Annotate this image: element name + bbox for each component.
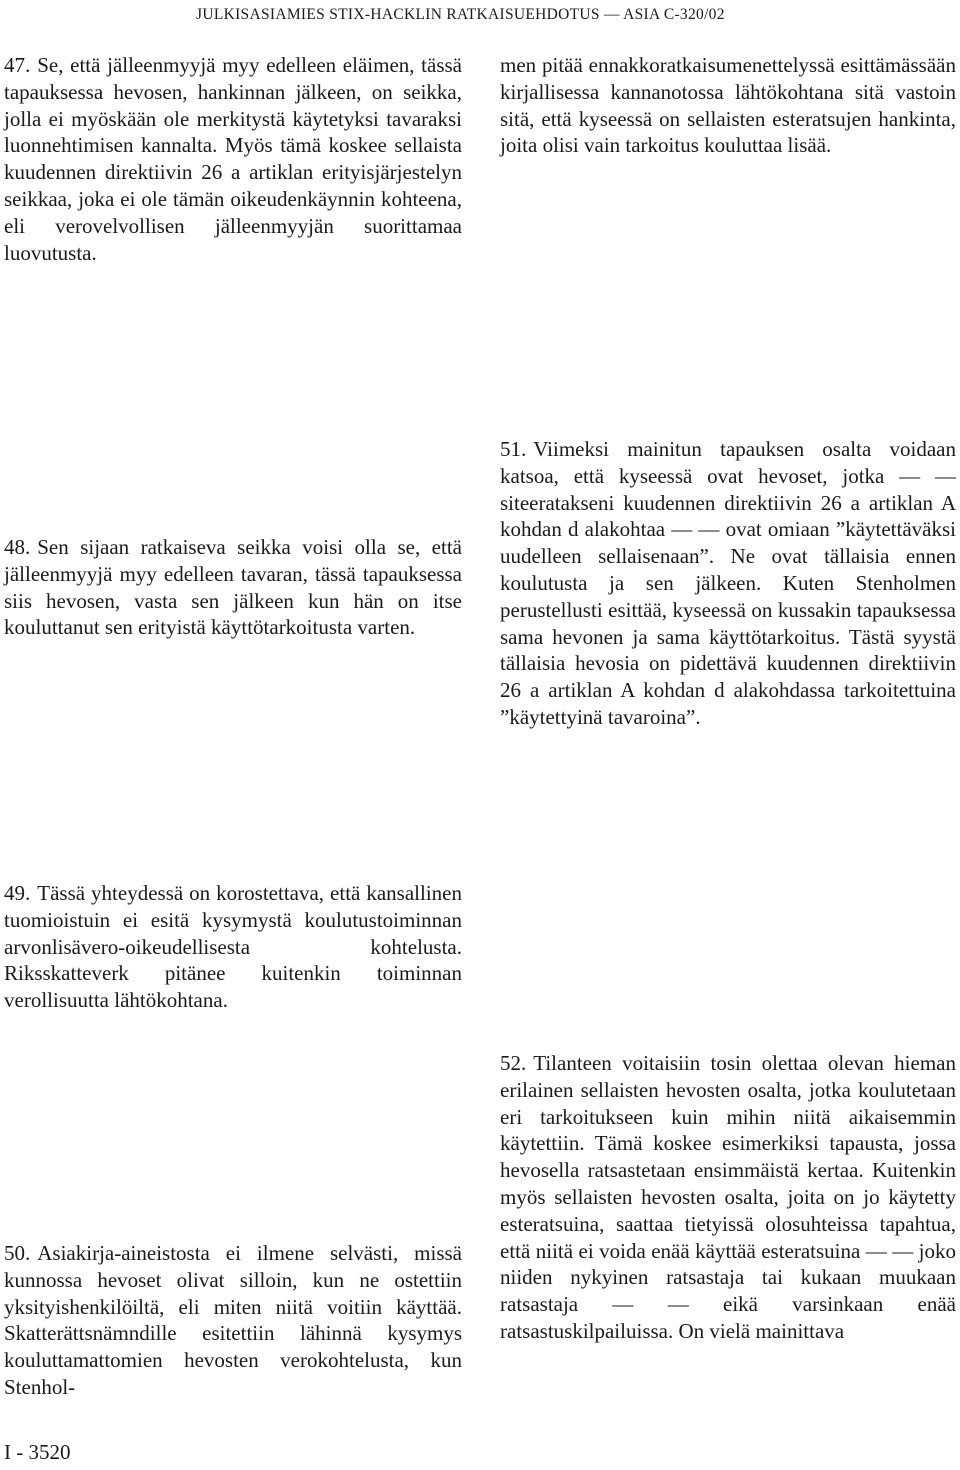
paragraph-text: Tässä yhteydessä on korostettava, että kansallinen tuomioistuin ei esitä kysymystä koulutustoiminnan arvonlisävero-oikeudellisesta kohtelusta. Riksskatteverk pitänee kuitenkin toiminnan verollisuutta lähtökohtana. bbox=[4, 881, 462, 1013]
paragraph-number: 49. bbox=[4, 881, 31, 905]
page-number: I - 3520 bbox=[4, 1440, 71, 1464]
running-head: JULKISASIAMIES STIX-HACKLIN RATKAISUEHDOTUS — ASIA C-320/02 bbox=[196, 6, 725, 23]
paragraph-text: Tilanteen voitaisiin tosin olettaa olevan hieman erilainen sellaisten hevosten osalta, jotka koulutetaan eri tarkoitukseen kuin mihin niitä aikaisemmin käytettiin. Tämä koskee esimerkiksi tapausta, jossa hevosella ratsastetaan ensimmäistä kertaa. Kuitenkin myös sellaisten hevosten osalta, joita on jo käytetty esteratsuina, saattaa tietyissä olosuhteissa tapahtua, että niitä ei voida enää käyttää esteratsuina — — joko niiden nykyinen ratsastaja tai kukaan muukaan ratsastaja — — eikä varsinkaan enää ratsastuskilpailuissa. On vielä mainittava bbox=[500, 1051, 956, 1343]
paragraph-47 bbox=[4, 52, 462, 266]
paragraph-number: 48. bbox=[4, 535, 31, 559]
paragraph-49 bbox=[4, 880, 462, 1014]
paragraph-number: 51. bbox=[500, 437, 527, 461]
paragraph-50 bbox=[4, 1240, 462, 1401]
paragraph-52 bbox=[500, 1050, 956, 1345]
paragraph-48 bbox=[4, 534, 462, 641]
paragraph-text: Asiakirja-aineistosta ei ilmene selvästi, missä kunnossa hevoset olivat silloin, kun ne ostettiin yksityishenkilöiltä, eli miten niitä voitiin käyttää. Skatterättsnämndille esitettiin lähinnä kysymys kouluttamattomien hevosten verokohtelusta, kun Stenhol- bbox=[4, 1241, 462, 1399]
paragraph-number: 52. bbox=[500, 1051, 527, 1075]
paragraph-number: 47. bbox=[4, 53, 31, 77]
paragraph-text: Sen sijaan ratkaiseva seikka voisi olla se, että jälleenmyyjä myy edelleen tavaran, tässä tapauksessa siis hevosen, vasta sen jälkeen kun hän on itse kouluttanut sen erityistä käyttötarkoitusta varten. bbox=[4, 535, 462, 640]
paragraph-text: Se, että jälleenmyyjä myy edelleen eläimen, tässä tapauksessa hevosen, hankinnan jälkeen, on seikka, jolla ei myöskään ole merkitystä käytetyksi tavaraksi luonnehtimisen kannalta. Myös tämä koskee sellaista kuudennen direktiivin 26 a artiklan erityisjärjestelyn seikkaa, joka ei ole tämän oikeudenkäynnin kohteena, eli verovelvollisen jälleenmyyjän suorittamaa luovutusta. bbox=[4, 53, 462, 265]
paragraph-text: Viimeksi mainitun tapauksen osalta voidaan katsoa, että kyseessä ovat hevoset, jotka — — siteeratakseni kuudennen direktiivin 26 a artiklan A kohdan d alakohtaa — — ovat omiaan ”käytettäväksi uudelleen sellaisenaan”. Ne ovat tällaisia ennen koulutusta ja sen jälkeen. Kuten Stenholmen perustellusti esittää, kyseessä on kussakin tapauksessa sama hevonen ja sama käyttötarkoitus. Tästä syystä tällaisia hevosia on pidettävä kuudennen direktiivin 26 a artiklan A kohdan d alakohdassa tarkoitettuina ”käytettyinä tavaroina”. bbox=[500, 437, 956, 729]
paragraph-number: 50. bbox=[4, 1241, 31, 1265]
paragraph-50-continued bbox=[500, 52, 956, 159]
paragraph-51 bbox=[500, 436, 956, 731]
paragraph-text: men pitää ennakkoratkaisumenettelyssä esittämässään kirjallisessa kannanotossa lähtökohtana sitä vastoin sitä, että kyseessä on sellaisten esteratsujen hankinta, joita olisi vain tarkoitus kouluttaa lisää. bbox=[500, 53, 956, 158]
